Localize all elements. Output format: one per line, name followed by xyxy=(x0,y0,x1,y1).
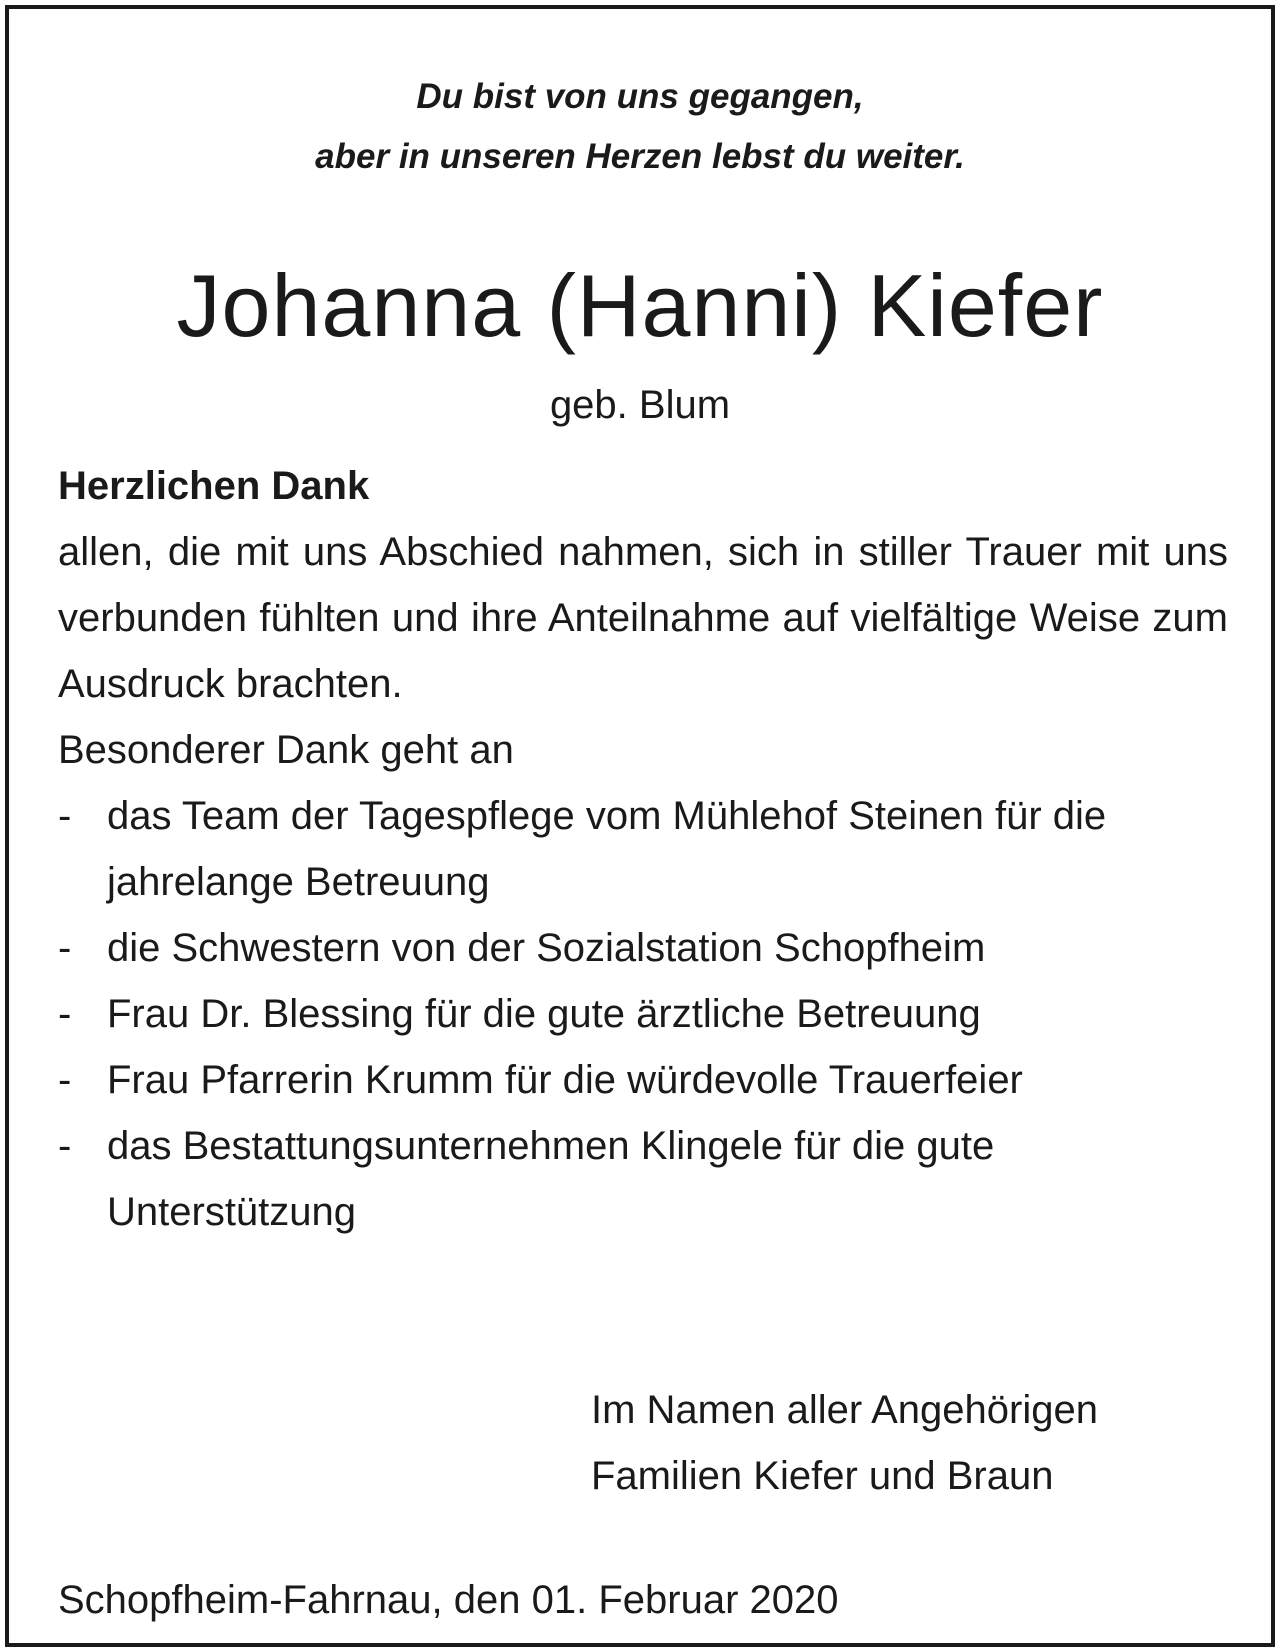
special-thanks-list xyxy=(58,783,1228,1245)
thanks-heading: Herzlichen Dank xyxy=(58,464,370,508)
maiden-name: geb. Blum xyxy=(549,383,731,427)
thanks-paragraph: allen, die mit uns Abschied nahmen, sich in stiller Trauer mit uns verbunden fühlten und ihre Anteilnahme auf vielfältige Weise zum Ausdruck brachten. xyxy=(58,530,1228,706)
list-item-text: Frau Dr. Blessing für die gute ärztliche Betreuung xyxy=(107,992,981,1036)
motto-line-1: Du bist von uns gegangen, xyxy=(416,77,864,116)
list-item-text: das Bestattungsunternehmen Klingele für die gute Unterstützung xyxy=(107,1124,995,1234)
list-bullet: - xyxy=(58,1124,72,1168)
signoff xyxy=(591,1377,1098,1509)
list-bullet: - xyxy=(58,1058,72,1102)
signoff-line-1: Im Namen aller Angehörigen xyxy=(591,1388,1098,1432)
deceased-name: Johanna (Hanni) Kiefer xyxy=(176,256,1104,355)
list-item xyxy=(58,915,1228,981)
list-bullet: - xyxy=(58,926,72,970)
signoff-line-2: Familien Kiefer und Braun xyxy=(591,1454,1054,1498)
motto xyxy=(9,67,1271,187)
list-item-text: die Schwestern von der Sozialstation Schopfheim xyxy=(107,926,986,970)
list-item xyxy=(58,981,1228,1047)
special-thanks-intro: Besonderer Dank geht an xyxy=(58,728,514,772)
list-item xyxy=(58,783,1228,915)
list-item-text: das Team der Tagespflege vom Mühlehof Steinen für die jahrelange Betreuung xyxy=(107,794,1107,904)
list-item xyxy=(58,1113,1228,1245)
obituary-card xyxy=(5,5,1275,1647)
list-item-text: Frau Pfarrerin Krumm für die würdevolle Trauerfeier xyxy=(107,1058,1023,1102)
list-item xyxy=(58,1047,1228,1113)
list-bullet: - xyxy=(58,794,72,838)
thanks-section xyxy=(58,453,1228,1245)
motto-line-2: aber in unseren Herzen lebst du weiter. xyxy=(315,137,965,176)
place-date: Schopfheim-Fahrnau, den 01. Februar 2020 xyxy=(58,1578,839,1622)
list-bullet: - xyxy=(58,992,72,1036)
